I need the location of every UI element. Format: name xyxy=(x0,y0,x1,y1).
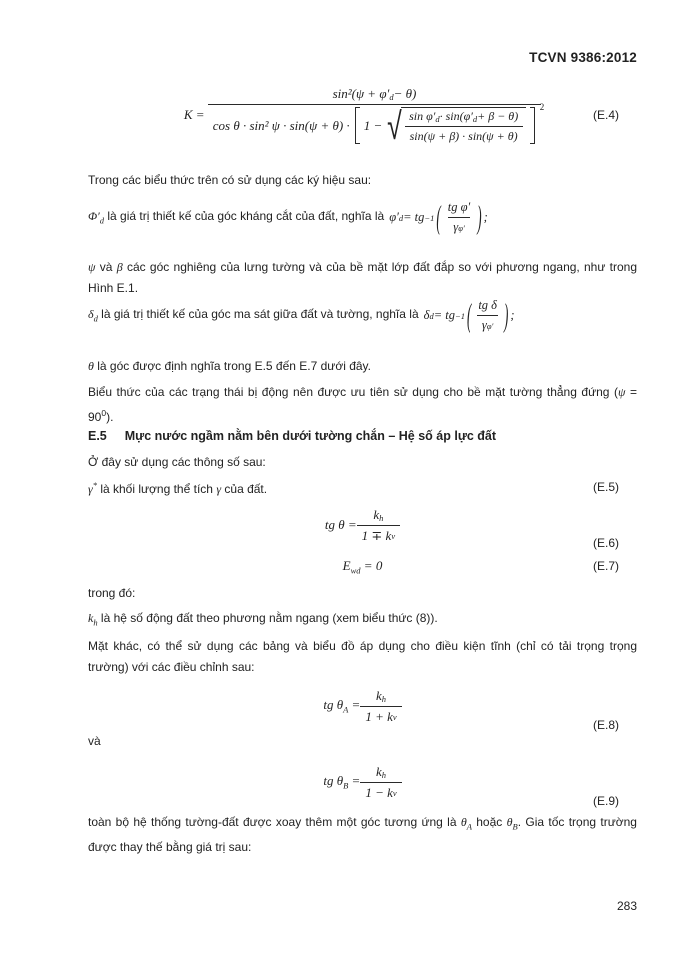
paragraph-params: Ở đây sử dụng các thông số sau: xyxy=(88,455,266,469)
right-bracket xyxy=(530,107,535,144)
paragraph-gamma: γ* là khối lượng thể tích γ của đất. (E.5) xyxy=(88,480,619,496)
equation-e9: tg $\theta_B$ = k $_h$ 1 − k v (E.9) xyxy=(323,763,619,808)
kh-symbol: $k_h$ xyxy=(88,611,98,628)
left-bracket xyxy=(355,107,360,144)
left-paren: ( xyxy=(436,197,441,235)
phi-symbol: $\Phi'_d$ xyxy=(88,209,105,226)
equation-e8: tg $\theta_A$ = k $_h$ 1 + k v (E.8) xyxy=(323,687,619,732)
delta-symbol: $\delta_d$ xyxy=(88,307,98,324)
eq4-denominator: cos θ · sin² ψ · sin(ψ + θ) · 1 − √ sin φ′ $_d$ · sin(φ′ $_d$ + β − θ) sin(ψ + β) · sin(ψ + θ) 2 xyxy=(208,104,541,144)
paragraph-passive-states: Biểu thức của các trạng thái bị động nên được ưu tiên sử dụng cho bề mặt tường thẳng đứng $(\psi = 90^0)$. xyxy=(88,385,637,424)
paragraph-toanbo: toàn bộ hệ thống tường-đất được xoay thêm một góc tương ứng là $\theta_A$ hoặc $\theta_B$. Gia tốc trọng trường được thay thế bằng giá trị sau: xyxy=(88,815,637,855)
delta-inline-formula: δ d = tg −1 ( tg δ γ φ′ ) ; xyxy=(424,298,515,333)
heading-number: E.5 xyxy=(88,429,107,443)
paragraph-matkhac: Mặt khác, có thể sử dụng các bảng và biểu đồ áp dụng cho điều kiện tĩnh (chỉ có tải trọng trọng trường) với các điều chỉnh sau: xyxy=(88,639,637,674)
phi-inline-formula: φ′ d = tg −1 ( tg φ′ γ φ′ ) ; xyxy=(389,200,488,235)
paragraph-trongdo: trong đó: xyxy=(88,586,136,600)
equation-label: (E.8) xyxy=(592,718,619,732)
eq4-bracket-group: 1 − √ sin φ′ $_d$ · sin(φ′ $_d$ + β − θ) sin(ψ + β) · sin(ψ + θ) 2 xyxy=(354,107,537,144)
gamma-symbol: γ xyxy=(216,482,222,496)
equation-label: (E.4) xyxy=(592,108,619,122)
paragraph-va: và xyxy=(88,734,101,748)
theta-symbol: θ xyxy=(88,359,94,373)
psi-symbol: ψ xyxy=(88,260,96,274)
equation-label: (E.9) xyxy=(592,794,619,808)
eq4-lhs: K = xyxy=(183,107,205,122)
section-heading-e5 xyxy=(88,429,637,443)
equation-e7: $E_{wd} = 0$ (E.7) xyxy=(342,558,619,576)
eq4-fraction xyxy=(208,86,545,148)
bracket-exponent: 2 xyxy=(539,102,545,112)
page-header-standard-number: TCVN 9386:2012 xyxy=(529,50,637,65)
paragraph-kh: $k_h$ là hệ số động đất theo phương nằm ngang (xem biểu thức (8)). xyxy=(88,611,438,628)
right-paren: ) xyxy=(504,295,509,333)
gamma-symbol: γ* xyxy=(88,480,97,496)
right-paren: ) xyxy=(477,197,482,235)
eq4-numerator: sin²(ψ + φ′ $_d$ − θ) xyxy=(332,86,417,102)
radical-sign: √ xyxy=(387,103,402,148)
eq4-root-fraction: sin φ′ $_d$ · sin(φ′ $_d$ + β − θ) sin(ψ + β) · sin(ψ + θ) xyxy=(404,109,523,144)
theta-a-symbol: $\theta_A$ xyxy=(460,815,472,832)
theta-b-symbol: $\theta_B$ xyxy=(506,815,518,832)
equation-e6: tg θ = k $_h$ 1 ∓ k v (E.6) xyxy=(324,506,619,550)
page-number: 283 xyxy=(616,899,637,913)
equation-label: (E.6) xyxy=(592,536,619,550)
paragraph-phi-definition: $\Phi'_d$ là giá trị thiết kế của góc kháng cắt của đất, nghĩa là φ′ d = tg −1 ( tg φ′ γ φ′ ) ; xyxy=(88,200,637,235)
paragraph-psi-beta: ψ và β các góc nghiêng của lưng tường và của bề mặt lớp đất đắp so với phương ngang, như trong Hình E.1. xyxy=(88,260,638,295)
paragraph-intro: Trong các biểu thức trên có sử dụng các ký hiệu sau: xyxy=(88,173,372,187)
square-root xyxy=(384,103,526,148)
heading-title: Mực nước ngầm nằm bên dưới tường chắn – Hệ số áp lực đất xyxy=(124,429,497,443)
psi-symbol: ψ xyxy=(618,385,626,399)
equation-label: (E.7) xyxy=(592,559,619,573)
paragraph-theta-definition: θ là góc được định nghĩa trong E.5 đến E.7 dưới đây. xyxy=(88,359,371,373)
paragraph-delta-definition: $\delta_d$ là giá trị thiết kế của góc ma sát giữa đất và tường, nghĩa là δ d = tg −1 ( tg δ γ φ′ ) ; xyxy=(88,298,637,333)
left-paren: ( xyxy=(466,295,472,333)
equation-e4 xyxy=(88,86,637,148)
equation-label: (E.5) xyxy=(592,480,619,494)
beta-symbol: β xyxy=(116,260,123,274)
